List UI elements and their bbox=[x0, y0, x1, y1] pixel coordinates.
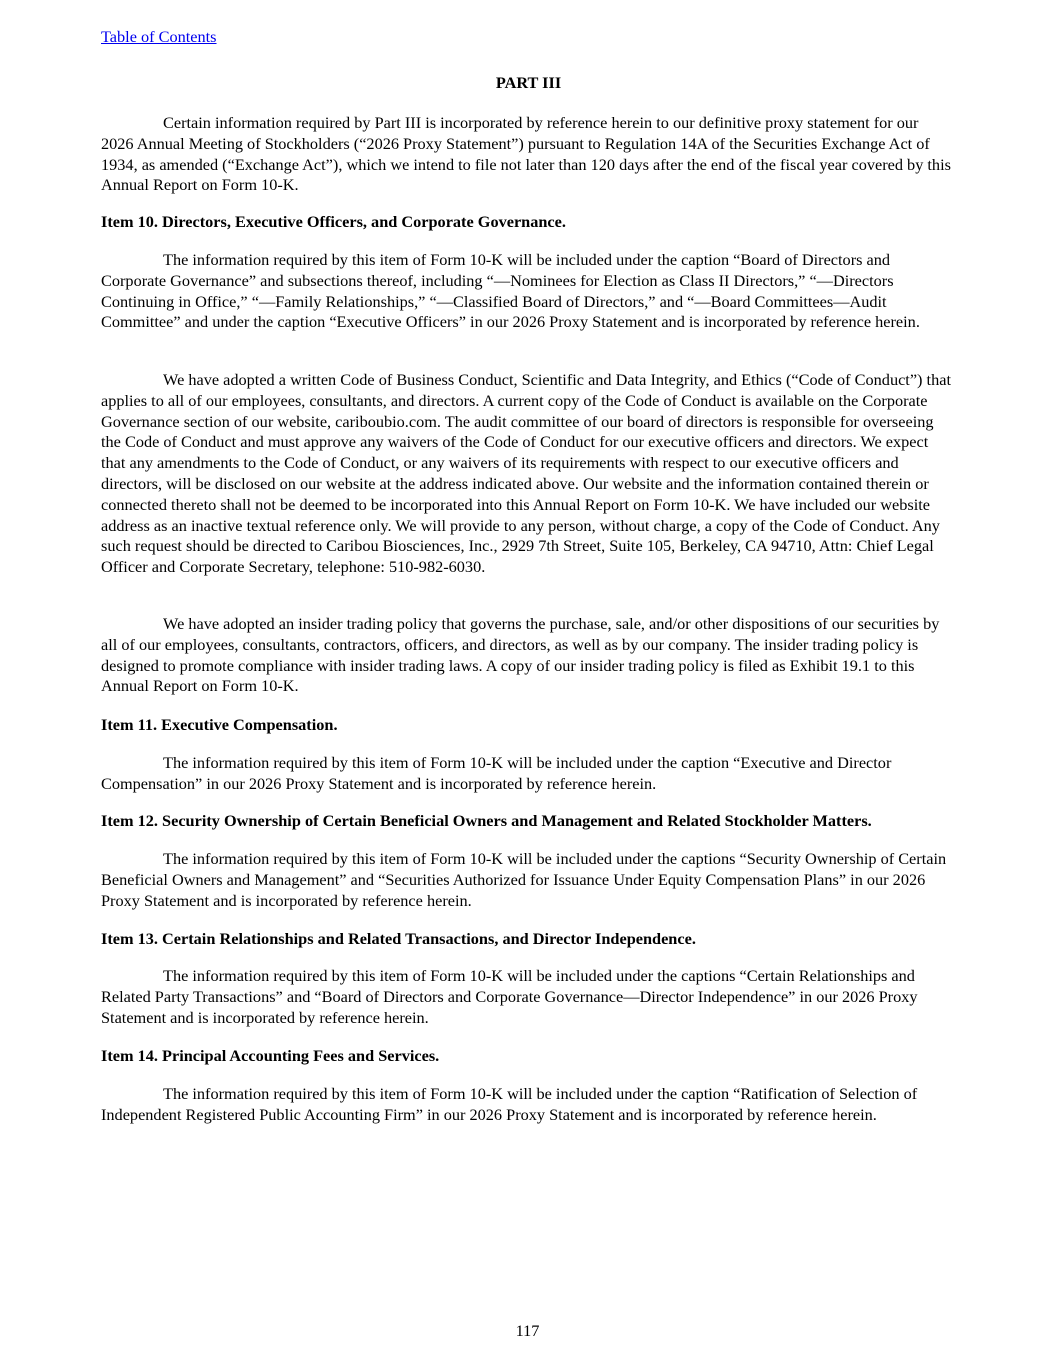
page-number: 117 bbox=[515, 1321, 540, 1340]
item-12-paragraph-block bbox=[101, 849, 951, 911]
item-11-heading: Item 11. Executive Compensation. bbox=[101, 715, 338, 734]
item-12-paragraph: The information required by this item of Form 10-K will be included under the captions “Security Ownership of Certain Beneficial Owners and Management” and “Securities Authorized for Issuance Under Equity Compensation Plans” in our 2026 Proxy Statement and is incorporated by reference herein. bbox=[101, 849, 947, 910]
item-14-heading: Item 14. Principal Accounting Fees and Services. bbox=[101, 1046, 440, 1065]
item-10-paragraph-1-block bbox=[101, 250, 951, 333]
item-12-heading: Item 12. Security Ownership of Certain Beneficial Owners and Management and Related Stockholder Matters. bbox=[101, 811, 872, 830]
item-13-heading: Item 13. Certain Relationships and Related Transactions, and Director Independence. bbox=[101, 929, 696, 948]
item-10-paragraph-3-block bbox=[101, 614, 951, 697]
item-10-heading-block bbox=[101, 212, 951, 233]
item-14-paragraph-block bbox=[101, 1084, 951, 1126]
intro-block bbox=[101, 113, 951, 196]
item-10-paragraph: We have adopted a written Code of Business Conduct, Scientific and Data Integrity, and Ethics (“Code of Conduct”) that applies to all of our employees, consultants, and directors. A current copy of the Code of Conduct is available on the Corporate Governance section of our website, cariboubio.com. The audit committee of our board of directors is responsible for overseeing the Code of Conduct and must approve any waivers of the Code of Conduct for our executive officers and directors. We expect that any amendments to the Code of Conduct, or any waivers of its requirements with respect to our executive officers and directors, will be disclosed on our website at the address indicated above. Our website and the information contained therein or connected thereto shall not be deemed to be incorporated into this Annual Report on Form 10-K. We have included our website address as an inactive textual reference only. We will provide to any person, without charge, a copy of the Code of Conduct. Any such request should be directed to Caribou Biosciences, Inc., 2929 7th Street, Suite 105, Berkeley, CA 94710, Attn: Chief Legal Officer and Corporate Secretary, telephone: 510-982-6030. bbox=[101, 370, 951, 577]
item-11-paragraph: The information required by this item of Form 10-K will be included under the caption “Executive and Director Compensation” in our 2026 Proxy Statement and is incorporated by reference herein. bbox=[101, 753, 892, 793]
item-10-heading: Item 10. Directors, Executive Officers, and Corporate Governance. bbox=[101, 212, 566, 231]
item-14-paragraph: The information required by this item of Form 10-K will be included under the caption “Ratification of Selection of Independent Registered Public Accounting Firm” in our 2026 Proxy Statement and is incorporated by reference herein. bbox=[101, 1084, 918, 1124]
item-10-paragraph-2-block bbox=[101, 370, 951, 578]
item-12-heading-block bbox=[101, 811, 951, 832]
item-10-paragraph: We have adopted an insider trading policy that governs the purchase, sale, and/or other dispositions of our securities by all of our employees, consultants, contractors, officers, and directors, as well as by our company. The insider trading policy is designed to promote compliance with insider trading laws. A copy of our insider trading policy is filed as Exhibit 19.1 to this Annual Report on Form 10-K. bbox=[101, 614, 940, 696]
item-13-heading-block bbox=[101, 929, 951, 950]
part-title: PART III bbox=[495, 73, 562, 92]
item-14-heading-block bbox=[101, 1046, 951, 1067]
item-13-paragraph: The information required by this item of Form 10-K will be included under the captions “Certain Relationships and Related Party Transactions” and “Board of Directors and Corporate Governance—Director Independence” in our 2026 Proxy Statement and is incorporated by reference herein. bbox=[101, 966, 918, 1027]
intro-paragraph: Certain information required by Part III is incorporated by reference herein to our definitive proxy statement for our 2026 Annual Meeting of Stockholders (“2026 Proxy Statement”) pursuant to Regulation 14A of the Securities Exchange Act of 1934, as amended (“Exchange Act”), which we intend to file not later than 120 days after the end of the fiscal year covered by this Annual Report on Form 10-K. bbox=[101, 113, 951, 195]
item-11-paragraph-block bbox=[101, 753, 951, 795]
item-11-heading-block bbox=[101, 715, 951, 736]
item-13-paragraph-block bbox=[101, 966, 951, 1028]
item-10-paragraph: The information required by this item of Form 10-K will be included under the caption “Board of Directors and Corporate Governance” and subsections thereof, including “—Nominees for Election as Class II Directors,” “—Directors Continuing in Office,” “—Family Relationships,” “—Classified Board of Directors,” and “—Board Committees—Audit Committee” and under the caption “Executive Officers” in our 2026 Proxy Statement and is incorporated by reference herein. bbox=[101, 250, 920, 332]
table-of-contents-link[interactable]: Table of Contents bbox=[101, 27, 217, 46]
